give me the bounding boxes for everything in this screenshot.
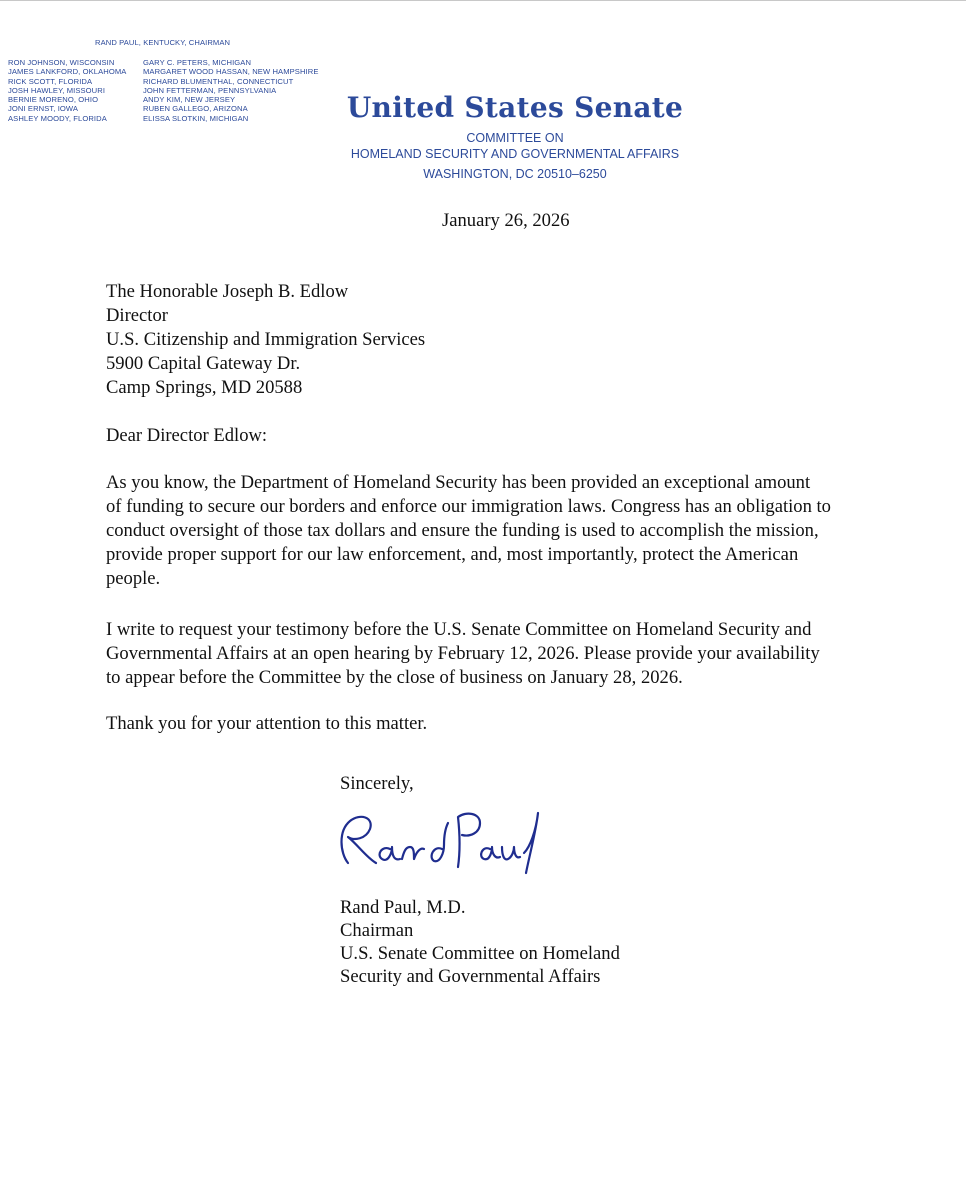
- member-name: MARGARET WOOD HASSAN, NEW HAMPSHIRE: [143, 67, 319, 77]
- paragraph-line: to appear before the Committee by the close of business on January 28, 2026.: [106, 667, 683, 688]
- committee-address: WASHINGTON, DC 20510–6250: [423, 167, 607, 181]
- senate-title: United States Senate: [346, 91, 684, 124]
- paragraph-line: Governmental Affairs at an open hearing by February 12, 2026. Please provide your availability: [106, 643, 820, 664]
- paragraph-line: Thank you for your attention to this matter.: [106, 713, 428, 734]
- member-name: RUBEN GALLEGO, ARIZONA: [143, 104, 248, 114]
- body-paragraph-1: [106, 471, 876, 591]
- member-name: JOSH HAWLEY, MISSOURI: [8, 85, 106, 95]
- paragraph-line: I write to request your testimony before the U.S. Senate Committee on Homeland Security and: [106, 619, 812, 640]
- body-paragraph-3: [106, 712, 876, 736]
- committee-name: HOMELAND SECURITY AND GOVERNMENTAL AFFAIRS: [350, 147, 680, 161]
- member-name: GARY C. PETERS, MICHIGAN: [143, 58, 252, 67]
- senate-letterhead: [345, 91, 685, 182]
- addressee-line: Camp Springs, MD 20588: [106, 377, 303, 398]
- addressee-line: Director: [106, 305, 168, 326]
- paragraph-line: of funding to secure our borders and enforce our immigration laws. Congress has an obligation to: [106, 496, 831, 517]
- paragraph-line: As you know, the Department of Homeland Security has been provided an exceptional amount: [106, 472, 811, 493]
- signer-org-line: Security and Governmental Affairs: [340, 966, 601, 987]
- member-name: RON JOHNSON, WISCONSIN: [8, 58, 115, 67]
- paragraph-line: people.: [106, 568, 161, 589]
- committee-on: COMMITTEE ON: [466, 131, 564, 145]
- letter-date: January 26, 2026: [442, 210, 570, 231]
- addressee-line: U.S. Citizenship and Immigration Services: [106, 329, 426, 350]
- salutation: Dear Director Edlow:: [106, 425, 268, 446]
- member-name: JAMES LANKFORD, OKLAHOMA: [8, 67, 127, 77]
- member-name: BERNIE MORENO, OHIO: [8, 95, 99, 105]
- addressee-line: 5900 Capital Gateway Dr.: [106, 353, 301, 374]
- chairman-line: RAND PAUL, KENTUCKY, CHAIRMAN: [95, 38, 231, 47]
- signer-org-line: U.S. Senate Committee on Homeland: [340, 943, 620, 964]
- closing: Sincerely,: [340, 773, 414, 794]
- member-name: ANDY KIM, NEW JERSEY: [143, 95, 236, 105]
- addressee-line: The Honorable Joseph B. Edlow: [106, 281, 349, 302]
- member-name: RICHARD BLUMENTHAL, CONNECTICUT: [143, 76, 294, 86]
- member-name: ASHLEY MOODY, FLORIDA: [8, 113, 107, 123]
- member-name: JONI ERNST, IOWA: [8, 104, 79, 114]
- member-name: ELISSA SLOTKIN, MICHIGAN: [143, 113, 249, 123]
- body-paragraph-2: [106, 618, 876, 690]
- addressee-block: [106, 280, 425, 400]
- signer-block: [340, 896, 620, 988]
- member-name: RICK SCOTT, FLORIDA: [8, 76, 93, 86]
- paragraph-line: provide proper support for our law enforcement, and, most importantly, protect the American: [106, 544, 799, 565]
- paragraph-line: conduct oversight of those tax dollars and ensure the funding is used to accomplish the mission,: [106, 520, 819, 541]
- majority-members-list: [8, 58, 126, 123]
- minority-members-list: [143, 58, 319, 123]
- signer-title: Chairman: [340, 920, 414, 941]
- member-name: JOHN FETTERMAN, PENNSYLVANIA: [143, 85, 277, 95]
- signature-image: [330, 801, 550, 881]
- signer-name: Rand Paul, M.D.: [340, 897, 466, 918]
